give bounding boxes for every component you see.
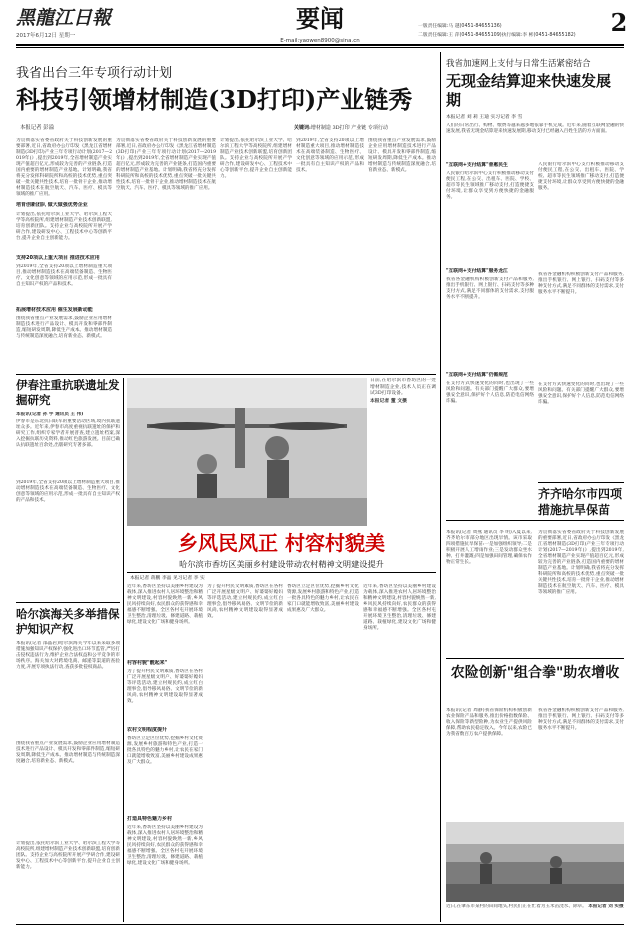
column-divider bbox=[440, 52, 441, 922]
feature-col1-top: 近年来,香坊区坚持以美丽乡村建设为载体,深入推进农村人居环境整治和精神文明建设,村容村貌焕然一新,乡风民风持续向好,农民群众的获得感和幸福感不断增强。全区各村屯开展环境卫生整治,清理垃圾、修建道路、栽植绿化,建设文化广场和健身场所。 bbox=[127, 584, 203, 625]
right-rule-1 bbox=[538, 482, 624, 483]
lead-body-col5: 围绕我省重点产业发展需求,鼓励企业应用增材制造技术进行产品设计、模具开发和零部件制造,缩短研发周期,降低生产成本。推动增材制造与传统制造深度融合,培育新业态、新模式。 bbox=[368, 138, 436, 173]
newspaper-logo: 黑龍江日報 bbox=[16, 7, 112, 29]
agri-caption-credit: 本报记者 刘 实摄 bbox=[588, 904, 624, 909]
editor-line-2: 二版责任编辑:王 萍(0451-84655109)执行编辑:李 彬(0451-84655182) bbox=[418, 33, 576, 38]
lead-body-col1: 为贯彻落实省委省政府关于科技创新发展的重要部署,近日,省政府办公厅印发《黑龙江省增材制造(3D打印)产业三年专项行动计划(2017—2019年)》,提出到2019年,全省增材制造产业实现产值超百亿元,形成较为完善的产业链条,打造国内重要的增材制造产业基地。计划明确,我省将充分发挥科研院所和高校的技术优势,重点突破一批关键共性技术,培育一批骨干企业,推动增材制造技术在航空航天、汽车、医疗、模具等领域的推广应用。 bbox=[16, 138, 112, 197]
agri-photo-caption bbox=[446, 904, 624, 924]
agri-caption-text: 近日,在肇东市某村的田间地头,村民们正在忙着为玉米苗浇水、除草。 bbox=[446, 904, 587, 909]
lead-kicker: 我省出台三年专项行动计划 bbox=[16, 66, 173, 81]
payment-kicker: 我省加速网上支付与日常生活紧密结合 bbox=[446, 59, 591, 69]
payment-sub-2: "互联网+支付结算"服务龙江 bbox=[446, 269, 508, 274]
masthead-rule-thin bbox=[16, 47, 624, 48]
page-number: 2 bbox=[610, 8, 628, 37]
center-photo bbox=[127, 378, 367, 526]
payment-col2: 人民银行哈尔滨中心支行积极推动移动支付便民工程,在公交、出租车、医院、学校、超市等民生领域推广移动支付,打造便捷支付环境,让群众享受到方便快捷的金融服务。 bbox=[538, 162, 624, 191]
payment-sub-3: "互联网+支付结算"仍需规范 bbox=[446, 373, 508, 378]
qiqihar-body-b: 为贯彻落实省委省政府关于科技创新发展的重要部署,近日,省政府办公厅印发《黑龙江省增材制造(3D打印)产业三年专项行动计划(2017—2019年)》,提出到2019年,全省增材制造产业实现产值超百亿元,形成较为完善的产业链条,打造国内重要的增材制造产业基地。计划明确,我省将充分发挥科研院所和高校的技术优势,重点突破一批关键共性技术,培育一批骨干企业,推动增材制造技术在航空航天、汽车、医疗、模具等领域的推广应用。 bbox=[538, 530, 624, 595]
feature-col1-mid: 为了提升村民文明素质,香坊区在各村广泛开展星级文明户、好婆婆好媳妇等评选活动,建立村规民约,成立红白理事会,倡导移风易俗、文明节俭的新风尚,农村精神文明建设取得显著成效。 bbox=[127, 669, 203, 704]
payment-col2b: 我省各金融机构积极创新支付产品和服务,推出手机银行、网上银行、扫码支付等多种支付方式,满足不同群体的支付需求,支付服务水平不断提升。 bbox=[538, 272, 624, 295]
feature-col1-end: 近年来,香坊区坚持以美丽乡村建设为载体,深入推进农村人居环境整治和精神文明建设,村容村貌焕然一新,乡风民风持续向好,农民群众的获得感和幸福感不断增强。全区各村屯开展环境卫生整治,清理垃圾、修建道路、栽植绿化,建设文化广场和健身场所。 bbox=[127, 825, 203, 866]
feature-subhead: 哈尔滨市香坊区美丽乡村建设带动农村精神文明建设提升 bbox=[179, 559, 384, 569]
payment-col1a: 人民银行哈尔滨中心支行积极推动移动支付便民工程,在公交、出租车、医院、学校、超市等民生领域推广移动支付,打造便捷支付环境,让群众享受到方便快捷的金融服务。 bbox=[446, 171, 534, 200]
lead-body-col1c: 到2019年,全省支持20项以上增材制造重大项目,推动增材制造技术在高端装备制造、生物医疗、文化创意等领域的应用示范,形成一批具有自主知识产权的产品和技术。 bbox=[16, 264, 112, 287]
agri-headline: 农险创新"组合拳"助农增收 bbox=[450, 665, 620, 681]
payment-lead: 人们的日常出行、购物、缴费等越来越多地依靠手机完成。近年来,随着互联网金融的快速发展,我省无现金结算迎来快速发展期,移动支付已经融入百姓生活的方方面面。 bbox=[446, 123, 624, 134]
yichun-body-more: 到2019年,全省支持20项以上增材制造重大项目,推动增材制造技术在高端装备制造、生物医疗、文化创意等领域的应用示范,形成一批具有自主知识产权的产品和技术。 bbox=[16, 480, 120, 503]
payment-col2c: 在支付方式快速变化的同时,也出现了一些风险和问题。有关部门提醒广大群众,要增强安全意识,保护好个人信息,防范电信网络诈骗。 bbox=[538, 382, 624, 405]
lead-headline: 科技引领增材制造(3D打印)产业链秀 bbox=[16, 85, 413, 114]
lead-body-col3: 计划提出,依托哈尔滨工业大学、哈尔滨工程大学等高校院所,组建增材制造产业技术创新联盟,培育创新团队。支持企业与高校院所开展产学研合作,建设研发中心、工程技术中心等创新平台,提升企业自主创新能力。 bbox=[220, 138, 292, 179]
issue-date: 2017年6月12日 星期一 bbox=[16, 33, 76, 39]
keywords-label: 关键词: bbox=[294, 125, 311, 131]
feature-sub-1: 村容村貌"靓起来" bbox=[127, 660, 168, 666]
feature-col3: 香坊区立足区位优势,挖掘乡村文化资源,发展乡村旅游和特色产业,打造一批各具特色的魅力乡村,让农民在家门口就能增收致富,美丽乡村建设成果惠及广大群众。 bbox=[287, 584, 359, 613]
qiqihar-headline: 齐齐哈尔市四项措施抗旱保苗 bbox=[538, 487, 623, 517]
yichun-byline: 本报讯(记者 孙 宇 通讯员 王 伟) bbox=[16, 412, 84, 417]
lead-sub-3: 拓展增材技术应用 催生发展新动能 bbox=[16, 307, 93, 313]
customs-headline: 哈尔滨海关多举措保护知识产权 bbox=[16, 607, 120, 636]
masthead-rule bbox=[16, 44, 624, 46]
caption-text: 日前,在哈尔滨市香坊区的一处增材制造企业,技术人员正在调试3D打印设备。 bbox=[370, 378, 436, 396]
feature-col2: 为了提升村民文明素质,香坊区在各村广泛开展星级文明户、好婆婆好媳妇等评选活动,建立村规民约,成立红白理事会,倡导移风易俗、文明节俭的新风尚,农村精神文明建设取得显著成效。 bbox=[207, 584, 283, 619]
agri-body-b: 我省各金融机构积极创新支付产品和服务,推出手机银行、网上银行、扫码支付等多种支付方式,满足不同群体的支付需求,支付服务水平不断提升。 bbox=[538, 708, 624, 731]
editor-line-1: 一版责任编辑:马 越(0451-84655136) bbox=[418, 24, 502, 29]
right-rule-3 bbox=[446, 658, 624, 659]
lead-body-col1b: 计划提出,依托哈尔滨工业大学、哈尔滨工程大学等高校院所,组建增材制造产业技术创新联盟,培育创新团队。支持企业与高校院所开展产学研合作,建设研发中心、工程技术中心等创新平台,提升企业自主创新能力。 bbox=[16, 212, 112, 241]
caption-credit: 本报记者 董 文摄 bbox=[370, 397, 407, 404]
page-bottom-rule bbox=[16, 924, 624, 925]
lead-body-col1d: 围绕我省重点产业发展需求,鼓励企业应用增材制造技术进行产品设计、模具开发和零部件制造,缩短研发周期,降低生产成本。推动增材制造与传统制造深度融合,培育新业态、新模式。 bbox=[16, 316, 112, 339]
left-col-divider bbox=[123, 378, 124, 922]
feature-headline: 乡风民风正 村容村貌美 bbox=[178, 531, 385, 555]
lead-sub-2: 支持20项以上重大项目 推进技术应用 bbox=[16, 255, 100, 261]
feature-sub-2: 农村文明程度提升 bbox=[127, 727, 168, 733]
lead-byline: 本报记者 彭溢 bbox=[20, 125, 55, 131]
left-rule bbox=[16, 602, 120, 603]
agri-body-a: 本报讯(记者 周静)我省保险机构积极创新农业保险产品和服务,推出价格指数保险、收入保险等新型险种,为农业生产提供风险保障,帮助农民稳定收入。今年以来,农险已为我省数百万农户提供保障。 bbox=[446, 708, 532, 737]
yichun-headline: 伊春注重抗联遗址发掘研究 bbox=[16, 378, 120, 407]
lead-body-col2: 为贯彻落实省委省政府关于科技创新发展的重要部署,近日,省政府办公厅印发《黑龙江省增材制造(3D打印)产业三年专项行动计划(2017—2019年)》,提出到2019年,全省增材制造产业实现产值超百亿元,形成较为完善的产业链条,打造国内重要的增材制造产业基地。计划明确,我省将充分发挥科研院所和高校的技术优势,重点突破一批关键共性技术,培育一批骨干企业,推动增材制造技术在航空航天、汽车、医疗、模具等领域的推广应用。 bbox=[116, 138, 216, 191]
customs-body: 本报讯(记者 邵晶岩)哈尔滨海关今年以来采取多项措施加强知识产权保护,强化进出口环节监管,严厉打击侵权违法行为,维护企业合法权益和公平竞争的市场秩序。海关加大对跨境电商、邮递等渠道的查验力度,开展专项执法行动,查获多批侵权商品。 bbox=[16, 641, 120, 670]
center-photo-caption bbox=[370, 378, 436, 526]
qiqihar-body-a: 本报讯(记者 周燕 通讯员 李 明)入夏以来,齐齐哈尔市部分地区出现旱情。该市采取四项措施抗旱保苗:一是加强组织领导;二是积极开展人工增雨作业;三是发动群众坐水种、打井灌溉;四是加强田间管理,确保农作物正常生长。 bbox=[446, 530, 532, 565]
feature-col1-low: 香坊区立足区位优势,挖掘乡村文化资源,发展乡村旅游和特色产业,打造一批各具特色的魅力乡村,让农民在家门口就能增收致富,美丽乡村建设成果惠及广大群众。 bbox=[127, 736, 203, 765]
payment-headline: 无现金结算迎来快速发展期 bbox=[446, 72, 612, 109]
payment-sub-1: "互联网+支付结算"普惠民生 bbox=[446, 163, 508, 168]
agri-photo-illustration bbox=[446, 822, 624, 902]
agri-photo bbox=[446, 822, 624, 902]
customs-body-end: 计划提出,依托哈尔滨工业大学、哈尔滨工程大学等高校院所,组建增材制造产业技术创新联盟,培育创新团队。支持企业与高校院所开展产学研合作,建设研发中心、工程技术中心等创新平台,提升企业自主创新能力。 bbox=[16, 841, 120, 870]
right-rule-2 bbox=[446, 520, 624, 521]
feature-sub-3: 打造具特色魅力乡村 bbox=[127, 816, 173, 822]
masthead bbox=[0, 0, 640, 60]
section-title: 要闻 bbox=[296, 4, 344, 33]
payment-col1c: 在支付方式快速变化的同时,也出现了一些风险和问题。有关部门提醒广大群众,要增强安全意识,保护好个人信息,防范电信网络诈骗。 bbox=[446, 381, 534, 404]
lead-body-col4: 到2019年,全省支持20项以上增材制造重大项目,推动增材制造技术在高端装备制造、生物医疗、文化创意等领域的应用示范,形成一批具有自主知识产权的产品和技术。 bbox=[296, 138, 364, 173]
section-email: E-mail:yaowen8900@sina.cn bbox=[280, 38, 360, 44]
feature-rule bbox=[127, 572, 436, 573]
feature-col4: 近年来,香坊区坚持以美丽乡村建设为载体,深入推进农村人居环境整治和精神文明建设,村容村貌焕然一新,乡风民风持续向好,农民群众的获得感和幸福感不断增强。全区各村屯开展环境卫生整治,清理垃圾、修建道路、栽植绿化,建设文化广场和健身场所。 bbox=[363, 584, 436, 631]
lead-sub-1: 培育创新团队 做大做强优势企业 bbox=[16, 202, 88, 208]
lead-bottom-rule bbox=[16, 374, 436, 375]
lead-keywords bbox=[294, 124, 436, 132]
yichun-body: 伊春市是东北抗日联军的重要活动区域,境内抗联遗址众多。近年来,伊春市高度重视抗联遗址的保护和研究工作,组织专家学者开展普查,建立遗址档案,深入挖掘抗联历史资料,推动红色旅游发展。目前已确认抗联遗址百余处,出版研究专著多部。 bbox=[16, 419, 120, 448]
photo-illustration bbox=[127, 378, 367, 526]
keywords-text: 增材制造 3D打印 产业链 专项行动 bbox=[310, 125, 388, 131]
payment-col1b: 我省各金融机构积极创新支付产品和服务,推出手机银行、网上银行、扫码支付等多种支付方式,满足不同群体的支付需求,支付服务水平不断提升。 bbox=[446, 277, 534, 300]
customs-body-more: 围绕我省重点产业发展需求,鼓励企业应用增材制造技术进行产品设计、模具开发和零部件制造,缩短研发周期,降低生产成本。推动增材制造与传统制造深度融合,培育新业态、新模式。 bbox=[16, 741, 120, 764]
feature-byline: 本报记者 蒋鹏 李晶 见习记者 李 实 bbox=[130, 576, 205, 581]
payment-byline: 本报记者 刘 莉 王迪 实习记者 李 雪 bbox=[446, 115, 523, 120]
